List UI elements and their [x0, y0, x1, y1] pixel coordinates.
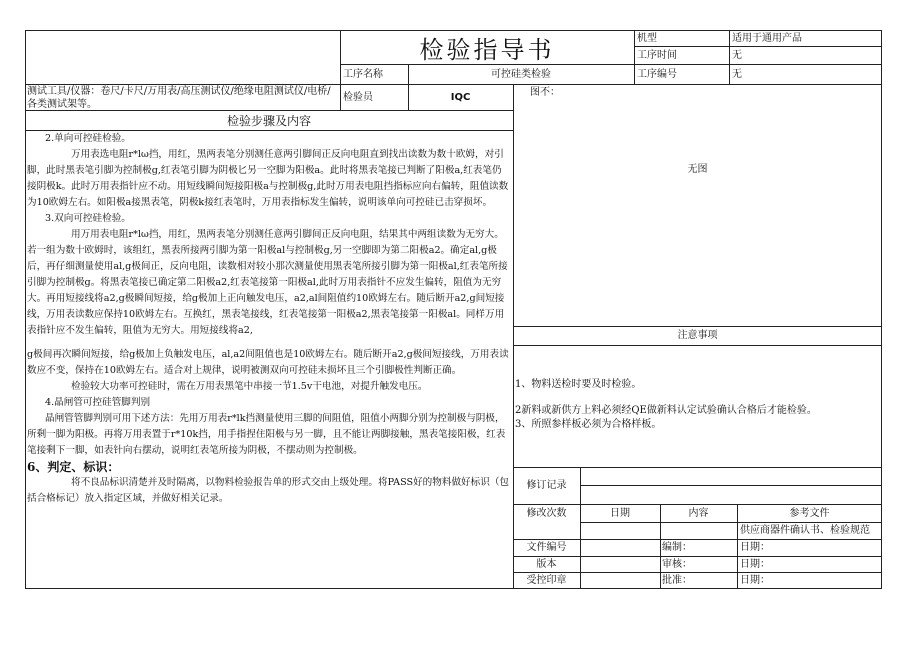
- process-code-label: 工序编号: [637, 68, 677, 80]
- process-code-value: 无: [732, 68, 742, 80]
- rev-col-count: 修改次数: [526, 507, 567, 519]
- figure-placeholder: 无图: [687, 163, 708, 175]
- step-high-power-note: 检验较大功率可控硅时，需在万用表黑笔中串接一节1.5v干电池，对提升触发电压。: [71, 381, 428, 392]
- header-divider-v4: [729, 30, 730, 84]
- revision-title: 修订记录: [526, 480, 567, 491]
- step-double-heading: 3.双向可控硅检验。: [45, 213, 131, 224]
- document-title: 检验指导书: [419, 35, 555, 64]
- note-item-2: 2新料或新供方上料必须经QE做新料认定试验确认合格后才能检验。: [515, 405, 817, 416]
- inspector-value: IQC: [450, 91, 471, 103]
- notes-heading: 注意事项: [677, 330, 718, 341]
- step-single-body: 万用表选电阻r*lω挡，用红，黑两表笔分别测任意两引脚间正反向电阻直到找出读数为数十欧姆，对引脚，此时黑表笔引脚为控制极g,红表笔引脚为阴极匕另一空脚为阳极a。此时将黑表笔接已判断了阳极a,红表笔仍接阴极k。此时万用表指针应不动。用短线瞬间短接阳极a与控制极g,此时万用表电阻挡指标应向右偏转，阻值读数为10欧姆左右。如阳极a接黑表笔，阴极k接红表笔时，万用表指标发生偏转，说明该单向可控硅已击穿损坏。: [27, 149, 509, 208]
- stamp-label: 受控印章: [526, 575, 567, 586]
- doc-number-label: 文件编号: [526, 542, 567, 553]
- compile-date-label: 日期：: [740, 542, 770, 553]
- rev-h2: [580, 485, 882, 486]
- step-double-body: 用万用表电阻r*lω挡，用红，黑两表笔分别测任意两引脚间正反向电阻，结果其中两组读数为无穷大。若一组为数十欧姆时，该组红，黑表所接两引脚为第一阳极al与控制极g,另一空脚即为第二阳极a2。确定al,g极后，再仔细测量使用al,g极间正，反向电阻，读数相对较小那次测量使用黑表笔所接引脚为第一阳极al,红表笔所接引脚为控制极g。将黑表笔接已确定第二阳极a2,红表笔接第一阳极al,此时万用表指针不应发生偏转，阻值为无穷大。再用短接线将a2,g极瞬间短接，给g极加上正向触发电压，a2,al间阻值约10欧姆左右。随后断开a2,g间短接线，万用表读数应保持10欧姆左右。互换红，黑表笔接线，红表笔接第一阳极a2,黑表笔接第一阳极al。同样万用表指针应不发生偏转，阻值为无穷大。用短接线将a2,: [27, 229, 508, 336]
- step-thyristor-heading: 4.晶闸管可控硅管脚判别: [45, 397, 151, 408]
- rev-ref-value: 供应商器件确认书、检验规范: [740, 525, 870, 536]
- judgement-body: 将不良品标识清楚并及时隔离，以物料检验报告单的形式交由上级处理。将PASS好的物料做好标识（包括合格标记）放入指定区域，并做好相关记录。: [27, 477, 510, 504]
- model-value: 适用于通用产品: [732, 32, 802, 44]
- step-thyristor-body: 晶闸管管脚判别可用下述方法：先用万用表r*lk挡测量使用三脚的间阻值，阻值小两脚分别为控制极与阴极，所剩一脚为阳极。再将万用表置于r*10k挡，用手指捏住阳极与另一脚，且不能让两脚接触，黑表笔接阳极，红表笔接剩下一脚，如表针向右摆动，说明红表笔所接为阴极，不摆动则为控制极。: [27, 413, 506, 456]
- rev-col-ref: 参考文件: [789, 507, 830, 519]
- process-name-label: 工序名称: [343, 68, 383, 80]
- rev-col-content: 内容: [688, 507, 709, 519]
- process-time-value: 无: [732, 49, 742, 61]
- note-item-1: 1、物料送检时要及时检验。: [515, 379, 642, 390]
- test-tools-text: 测试工具/仪器：卷尺/卡尺/万用表/高压测试仪/绝缘电阻测试仪/电桥/各类测试架等。: [27, 86, 331, 110]
- review-label: 审核：: [662, 558, 692, 570]
- review-date-label: 日期：: [740, 558, 770, 570]
- header-divider-v3: [634, 30, 635, 84]
- judgement-heading: 6、判定、标识：: [27, 460, 120, 474]
- note-item-3: 3、所照参样板必须为合格样板。: [515, 419, 662, 430]
- rev-col-date: 日期: [610, 507, 630, 519]
- process-name-value: 可控硅类检验: [491, 68, 551, 80]
- approve-label: 批准：: [662, 575, 692, 586]
- steps-heading: 检验步骤及内容: [226, 113, 311, 128]
- process-time-label: 工序时间: [637, 49, 677, 61]
- figure-label: 图不：: [530, 87, 560, 98]
- steps-body: [27, 131, 511, 507]
- version-label: 版本: [536, 558, 557, 570]
- compile-label: 编制：: [662, 542, 692, 553]
- approve-date-label: 日期：: [740, 575, 770, 586]
- notes-heading-divider: [513, 345, 882, 346]
- step-double-body-cont: g极间再次瞬间短接，给g极加上负触发电压，al,a2间阻值也是10欧姆左右。随后断开a2,g极间短接线，万用表读数应不变，保持在10欧姆左右。适合对上规律，说明被测双向可控硅未损坏且三个引脚极性判断正确。: [27, 349, 509, 376]
- rev-v1: [580, 467, 581, 589]
- step-single-heading: 2.单向可控硅检验。: [45, 133, 131, 144]
- inspector-label: 检验员: [343, 91, 373, 103]
- model-label: 机型: [637, 32, 657, 44]
